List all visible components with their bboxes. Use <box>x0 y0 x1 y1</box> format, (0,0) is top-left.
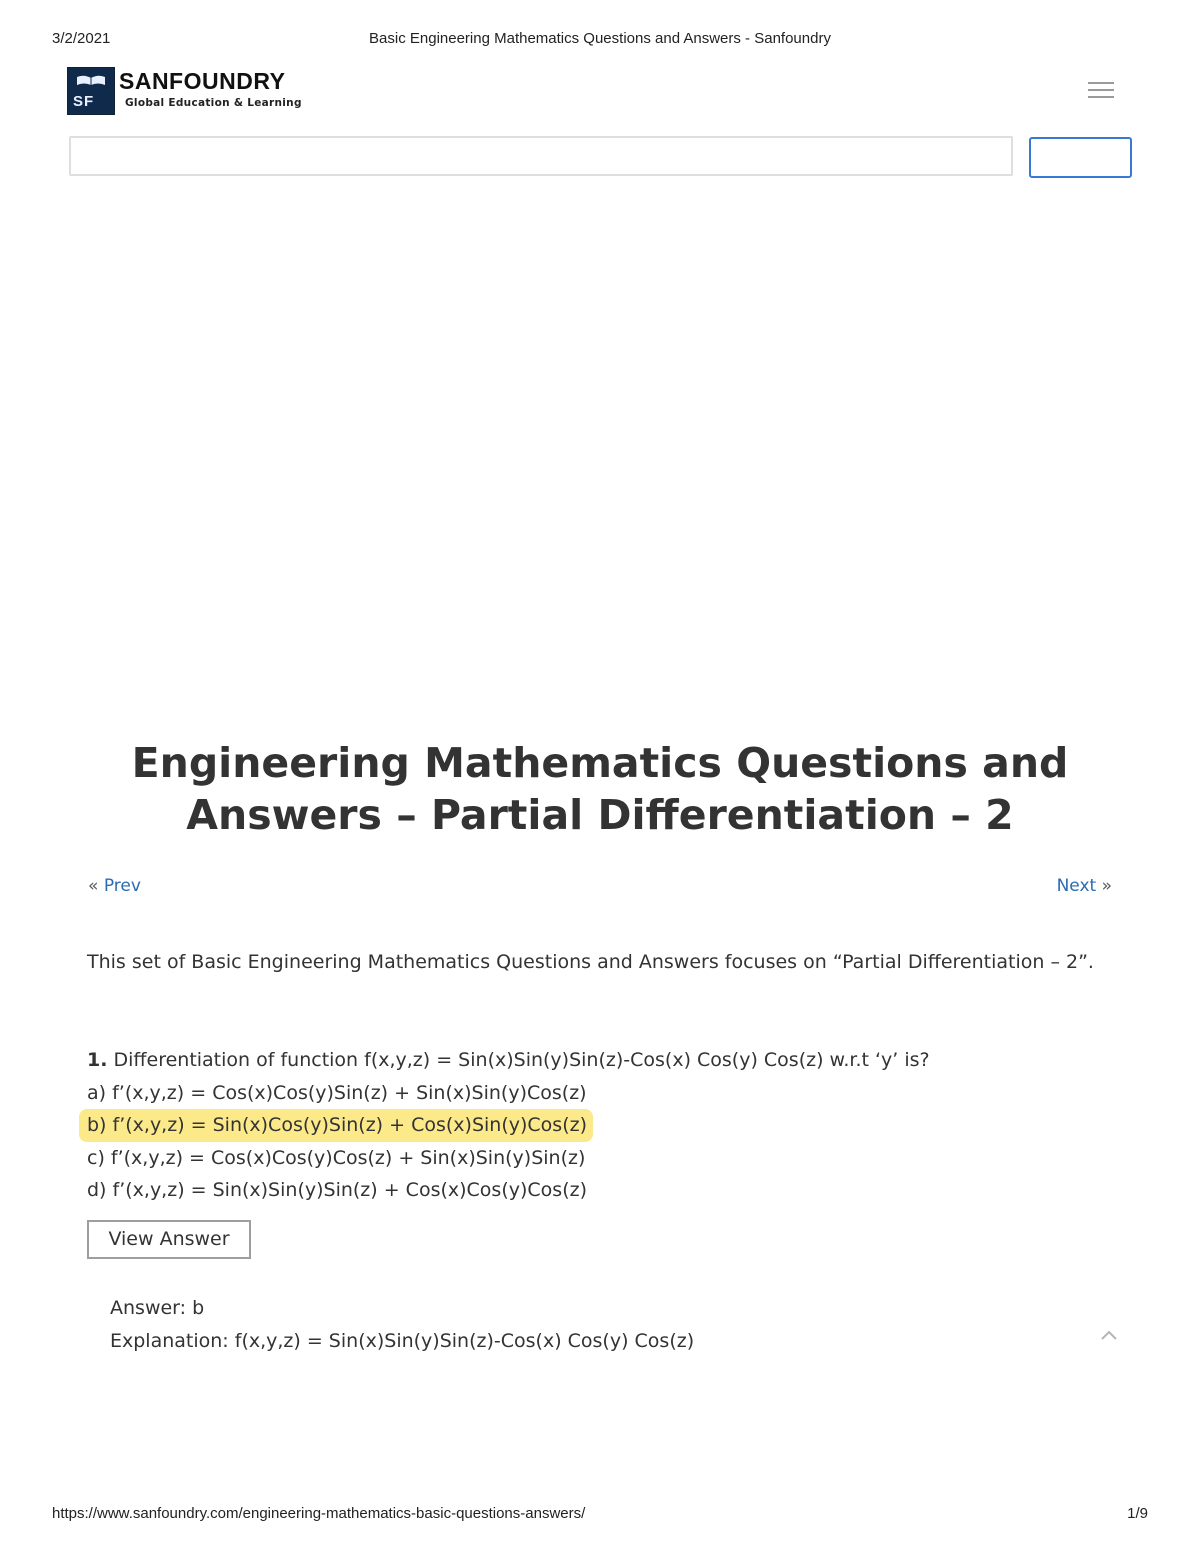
prev-link[interactable] <box>88 876 141 896</box>
question-block <box>87 1044 1115 1207</box>
view-answer-button[interactable]: View Answer <box>87 1220 251 1259</box>
print-header <box>0 30 1200 50</box>
search-input[interactable] <box>69 136 1013 176</box>
search-button[interactable] <box>1029 137 1132 178</box>
open-book-icon <box>76 73 106 87</box>
prev-arrow-icon: « <box>88 876 99 896</box>
answer-text: Answer: b <box>110 1297 205 1319</box>
logo-name: SANFOUNDRY <box>119 68 286 94</box>
intro-paragraph: This set of Basic Engineering Mathematics Questions and Answers focuses on “Partial Differentiation – 2”. <box>87 951 1094 973</box>
logo-badge-icon <box>67 67 115 115</box>
prev-link-label: Prev <box>103 876 141 896</box>
next-link[interactable] <box>1057 876 1112 896</box>
question-number: 1. <box>87 1049 108 1071</box>
chevron-up-icon[interactable] <box>1100 1328 1118 1342</box>
option-c: c) f’(x,y,z) = Cos(x)Cos(y)Cos(z) + Sin(x)Sin(y)Sin(z) <box>87 1146 586 1169</box>
print-page-title: Basic Engineering Mathematics Questions and Answers - Sanfoundry <box>369 30 831 47</box>
hamburger-menu-icon[interactable] <box>1088 80 1114 100</box>
print-page-number: 1/9 <box>1127 1505 1148 1522</box>
explanation-text: Explanation: f(x,y,z) = Sin(x)Sin(y)Sin(z)-Cos(x) Cos(y) Cos(z) <box>110 1330 695 1352</box>
page-title: Engineering Mathematics Questions and Answers – Partial Differentiation – 2 <box>131 739 1069 839</box>
print-url: https://www.sanfoundry.com/engineering-mathematics-basic-questions-answers/ <box>52 1505 586 1522</box>
option-b-highlighted: b) f’(x,y,z) = Sin(x)Cos(y)Sin(z) + Cos(x)Sin(y)Cos(z) <box>79 1109 593 1142</box>
logo-tagline: Global Education & Learning <box>125 97 302 109</box>
print-date: 3/2/2021 <box>52 30 111 47</box>
site-logo[interactable] <box>67 67 327 114</box>
next-link-label: Next <box>1056 876 1097 896</box>
answer-block <box>110 1292 1110 1365</box>
next-arrow-icon: » <box>1101 876 1112 896</box>
logo-badge-text: SF <box>73 93 95 110</box>
question-body: Differentiation of function f(x,y,z) = Sin(x)Sin(y)Sin(z)-Cos(x) Cos(y) Cos(z) w.r.t ‘y’ is? <box>113 1049 930 1071</box>
option-d: d) f’(x,y,z) = Sin(x)Sin(y)Sin(z) + Cos(x)Cos(y)Cos(z) <box>87 1179 587 1201</box>
print-footer <box>0 1505 1200 1525</box>
option-a: a) f’(x,y,z) = Cos(x)Cos(y)Sin(z) + Sin(x)Sin(y)Cos(z) <box>87 1081 587 1104</box>
question-text <box>87 1044 1115 1077</box>
